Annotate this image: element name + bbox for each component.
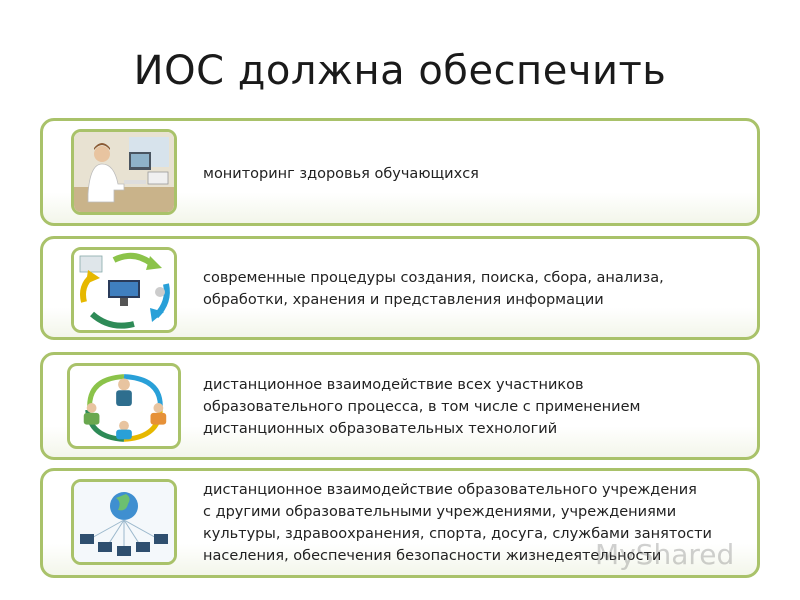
item-text-line: культуры, здравоохранения, спорта, досуга, службами занятости — [203, 526, 712, 542]
item-text-line: с другими образовательными учреждениями, учреждениями — [203, 504, 677, 520]
item-text-line: дистанционное взаимодействие всех участников — [203, 377, 584, 393]
network-globe-icon — [71, 479, 177, 565]
information-cycle-icon — [71, 247, 177, 333]
watermark: MyShared — [595, 538, 735, 571]
page-title: ИОС должна обеспечить — [133, 48, 667, 94]
remote-participants-icon — [67, 363, 181, 449]
item-text-line: образовательного процесса, в том числе с применением — [203, 399, 641, 415]
list-item — [40, 118, 760, 226]
item-text-line: современные процедуры создания, поиска, сбора, анализа, — [203, 270, 664, 286]
item-text — [203, 163, 749, 185]
list-item — [40, 236, 760, 340]
item-text — [203, 374, 749, 440]
doctor-at-computer-icon — [71, 129, 177, 215]
item-text — [203, 267, 749, 311]
item-text-line: населения, обеспечения безопасности жизнедеятельности — [203, 548, 662, 564]
item-text-line: мониторинг здоровья обучающихся — [203, 166, 479, 182]
list-item — [40, 352, 760, 460]
item-text-line: дистанционных образовательных технологий — [203, 421, 558, 437]
item-text-line: обработки, хранения и представления информации — [203, 292, 604, 308]
item-text-line: дистанционное взаимодействие образовательного учреждения — [203, 482, 697, 498]
